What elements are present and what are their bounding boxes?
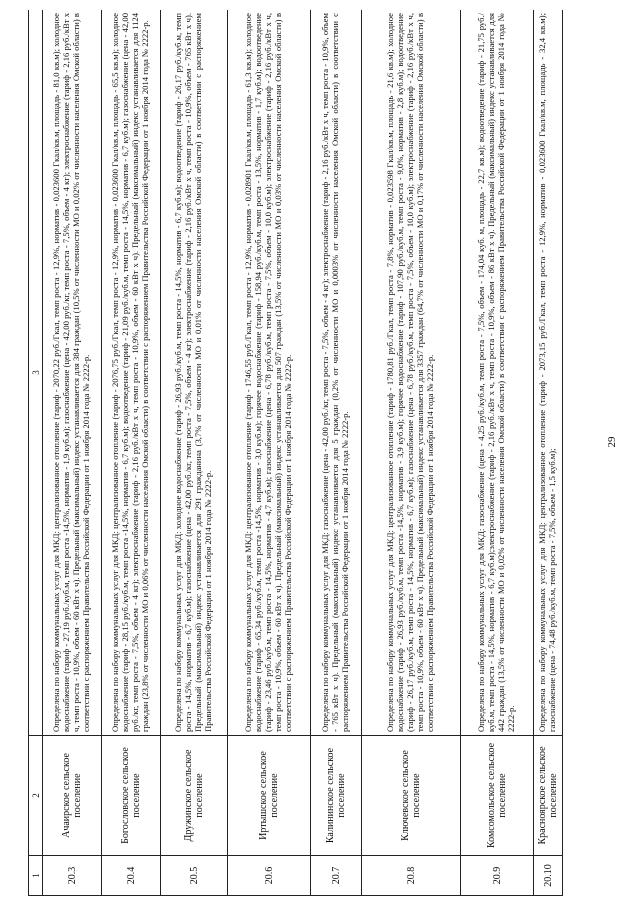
row-description: Определена по набору коммунальных услуг для МКД: газоснабжение (цена - 4,25 руб./куб.м, темп роста - 7,5%, объем - 174,04 куб. м, площадь - 22,7 кв.м); водоотведение (тариф - 21,75 руб./куб.м, темп роста - 14,5%, норматив - 6,7 куб.м);электроснабжение (тариф - 2,16 руб./кВт х ч, темп роста - 10,9%, объем - 86 кВт х ч). Предельный (максимальный) индекс устанавливается для 442 граждан (13,5% от численности МО и 0,02% от численности населения Омской области) в соответствии с распоряжением Правительства Российской Федерации от 1 ноября 2014 года № 2222-р. [461, 10, 534, 736]
row-number: 20.7 [311, 856, 362, 896]
row-description: Определена по набору коммунальных услуг для МКД: централизованное отопление (тариф - 2076,75 руб./Гкал, темп роста - 12,9%, норматив - 0,023600 Гкал/кв.м, площадь - 65,5 кв.м); холодное водоснабжение (тариф - 28,15 руб./куб.м, темп роста -14,5%, норматив - 6,7 куб.м); водоотведение (тариф - 21,09 руб./куб.м, темп роста - 14,5%, норматив - 6,7 куб.м); газоснабжение (цена - 42,00 руб./кг, темп роста - 7,5%, объем - 4 кг); электроснабжение (тариф - 2,16 руб./кВт х ч, темп роста - 10,9%, объем - 60 кВт х ч). Предельный (максимальный) индекс устанавливается для 1124 граждан (23,8% от численности МО и 0,06% от численности населения Омской области) в соответствии с распоряжением Правительства Российской Федерации от 1 ноября 2014 года № 2222-р. [102, 10, 161, 736]
tariff-table [28, 10, 563, 896]
settlement-name: Комсомольское сельское поселение [461, 736, 534, 856]
table-row [311, 10, 362, 896]
table-row [228, 10, 311, 896]
row-number: 20.9 [461, 856, 534, 896]
column-header-3: 3 [29, 10, 43, 736]
document-page [28, 10, 602, 896]
row-description: Определена по набору коммунальных услуг для МКД: централизованное отопление (тариф - 2073,15 руб./Гкал, темп роста - 12,9%, норматив - 0,023600 Гкал/кв.м, площадь - 32,4 кв.м); газоснабжение (цена - 74,48 руб./куб.м, темп роста - 7,5%, объем - 1,5 куб.м); [534, 10, 563, 736]
table-row [362, 10, 461, 896]
row-number: 20.4 [102, 856, 161, 896]
row-number: 20.5 [161, 856, 228, 896]
row-description: Определена по набору коммунальных услуг для МКД: централизованное отопление (тариф - 1746,55 руб./Гкал, темп роста - 12,9%, норматив - 0,028901 Гкал/кв.м, площадь - 61,3 кв.м); холодное водоснабжение (тариф - 65,34 руб./куб.м, темп роста -14,5%, норматив - 3,0 куб.м); горячее водоснабжение (тариф - 158,94 руб./куб.м, темп роста - 13,5%, норматив - 1,7 куб.м); водоотведение (тариф - 23,46 руб./куб.м, темп роста - 14,5%, норматив - 4,7 куб.м); газоснабжение (цена - 6,78 руб./куб.м, темп роста - 7,5%, объем - 10,0 куб.м); электроснабжение (тариф - 2,16 руб./кВт х ч, темп роста - 10,9%, объем - 60 кВт х ч). Предельный (максимальный) индекс устанавливается для 507 граждан (13,5% от численности МО и 0,03% от численности населения Омской области) в соответствии с распоряжением Правительства Российской Федерации от 1 ноября 2014 года № 2222-р. [228, 10, 311, 736]
settlement-name: Дружинское сельское поселение [161, 736, 228, 856]
row-description: Определена по набору коммунальных услуг для МКД: централизованное отопление (тариф - 2070,22 руб./Гкал, темп роста - 12,9%, норматив - 0,023600 Гкал/кв.м, площадь - 81,0 кв.м); холодное водоснабжение (тариф - 27,19 руб./куб.м, темп роста -14,5%, норматив - 1,9 куб.м); газоснабжение (цена - 42,00 руб./кг, темп роста - 7,5%, объем - 4 кг); электроснабжение (тариф - 2,16 руб./кВт х ч, темп роста - 10,9%, объем - 60 кВт х ч). Предельный (максимальный) индекс устанавливается для 384 граждан (10,5% от численности МО и 0,02% от численности населения Омской области) в соответствии с распоряжением Правительства Российской Федерации от 1 ноября 2014 года № 2222-р. [43, 10, 102, 736]
table-row [102, 10, 161, 896]
settlement-name: Ачаирское сельское поселение [43, 736, 102, 856]
table-row [161, 10, 228, 896]
settlement-name: Богословское сельское поселение [102, 736, 161, 856]
table-row [43, 10, 102, 896]
settlement-name: Ключевское сельское поселение [362, 736, 461, 856]
row-description: Определена по набору коммунальных услуг для МКД: газоснабжение (цена - 42,00 руб./кг, темп роста - 7,5%, объем - 4 кг); электроснабжение (тариф - 2,16 руб./кВт х ч, темп роста - 10,9%, объем - 765 кВт х ч). Предельный (максимальный) индекс устанавливается для 5 граждан (0,2% от численности МО и 0,0003% от численности населения Омской области) в соответствии с распоряжением Правительства Российской Федерации от 1 ноября 2014 года № 2222-р. [311, 10, 362, 736]
table-row [461, 10, 534, 896]
row-number: 20.8 [362, 856, 461, 896]
settlement-name: Иртышское сельское поселение [228, 736, 311, 856]
row-number: 20.6 [228, 856, 311, 896]
table-header-row [29, 10, 43, 896]
column-header-2: 2 [29, 736, 43, 856]
row-description: Определена по набору коммунальных услуг для МКД: централизованное отопление (тариф - 1780,81 руб./Гкал, темп роста - 7,8%, норматив - 0,023598 Гкал/кв.м, площадь - 21,6 кв.м); холодное водоснабжение (тариф - 26,93 руб./куб.м, темп роста -14,5%, норматив - 3,9 куб.м); горячее водоснабжение (тариф - 107,90 руб./куб.м, темп роста - 9,0%, норматив - 2,8 куб.м); водоотведение (тариф - 26,17 руб./куб.м, темп роста - 14,5%, норматив - 6,7 куб.м); газоснабжение (цена - 6,78 руб./куб.м, темп роста - 7,5%, объем - 10,0 куб.м); электроснабжение (тариф - 2,16 руб./кВт х ч, темп роста - 10,9%, объем - 60 кВт х ч). Предельный (максимальный) индекс устанавливается для 3357 граждан (64,7% от численности МО и 0,17% от численности населения Омской области) в соответствии с распоряжением Правительства Российской Федерации от 1 ноября 2014 года № 2222-р. [362, 10, 461, 736]
settlement-name: Красноярское сельское поселение [534, 736, 563, 856]
column-header-1: 1 [29, 856, 43, 896]
page-number: 29 [606, 436, 618, 448]
row-description: Определена по набору коммунальных услуг для МКД: холодное водоснабжение (тариф - 26,93 руб./куб.м, темп роста - 14,5%, норматив - 6,7 куб.м); водоотведение (тариф - 26,17 руб./куб.м, темп роста - 14,5%, норматив - 6,7 куб.м); газоснабжение (цена - 42,00 руб./кг, темп роста - 7,5%, объем - 4 кг); электроснабжение (тариф - 2,16 руб./кВт х ч, темп роста - 10,9%, объем - 765 кВт х ч). Предельный (максимальный) индекс устанавливается для 291 гражданина (3,7% от численности МО и 0,01% от численности населения Омской области) в соответствии с распоряжением Правительства Российской Федерации от 1 ноября 2014 года № 2222-р. [161, 10, 228, 736]
rotated-table-wrapper [28, 10, 602, 896]
settlement-name: Калининское сельское поселение [311, 736, 362, 856]
table-row [534, 10, 563, 896]
row-number: 20.3 [43, 856, 102, 896]
row-number: 20.10 [534, 856, 563, 896]
